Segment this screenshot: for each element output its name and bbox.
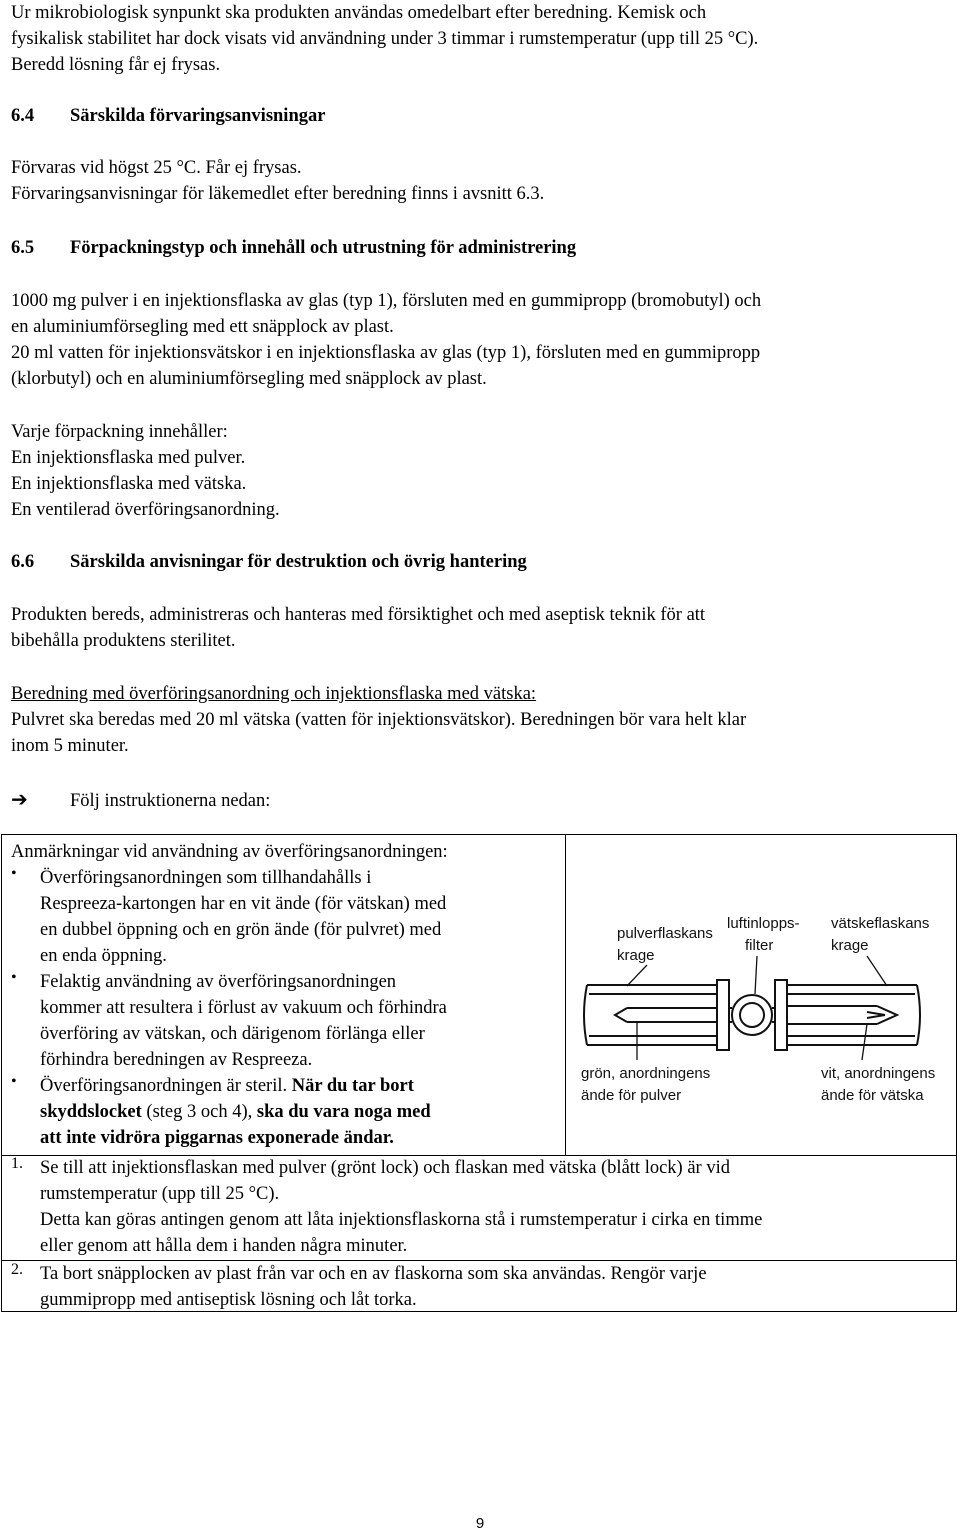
section-6-5-body bbox=[11, 288, 951, 392]
text-line: En injektionsflaska med pulver. bbox=[11, 448, 246, 468]
step-number: 2. bbox=[11, 1261, 23, 1278]
text-line: Pulvret ska beredas med 20 ml vätska (vatten för injektionsvätskor). Beredningen bör vara helt klar bbox=[11, 710, 747, 730]
text-line: Detta kan göras antingen genom att låta injektionsflaskorna stå i rumstemperatur i cirka en timme bbox=[40, 1210, 763, 1230]
label-white-end-2: ände för vätska bbox=[821, 1087, 924, 1104]
bullet-icon: • bbox=[11, 865, 17, 882]
label-powder-collar: pulverflaskans bbox=[617, 925, 713, 942]
package-contents bbox=[11, 419, 951, 523]
label-liquid-collar-2: krage bbox=[831, 937, 869, 954]
section-number: 6.6 bbox=[11, 552, 35, 572]
text-line: Förvaras vid högst 25 °C. Får ej frysas. bbox=[11, 158, 302, 178]
column-divider bbox=[565, 835, 566, 1155]
reconstitution-block bbox=[11, 681, 951, 759]
step-2 bbox=[11, 1261, 941, 1313]
text-line: Ur mikrobiologisk synpunkt ska produkten användas omedelbart efter beredning. Kemisk och bbox=[11, 3, 707, 23]
label-powder-collar-2: krage bbox=[617, 947, 655, 964]
step-1 bbox=[11, 1155, 941, 1259]
instructions-table bbox=[1, 834, 957, 1312]
text-line: (klorbutyl) och en aluminiumförsegling med snäpplock av plast. bbox=[11, 369, 487, 389]
label-green-end-2: ände för pulver bbox=[581, 1087, 682, 1104]
text-line: skyddslocket (steg 3 och 4), ska du vara noga med bbox=[40, 1102, 431, 1122]
follow-instructions bbox=[11, 786, 270, 814]
section-6-4-body bbox=[11, 155, 951, 207]
text-line: inom 5 minuter. bbox=[11, 736, 129, 756]
label-liquid-collar: vätskeflaskans bbox=[831, 915, 930, 932]
text-line: kommer att resultera i förlust av vakuum och förhindra bbox=[40, 998, 447, 1018]
section-title: Särskilda anvisningar för destruktion och övrig hantering bbox=[70, 552, 527, 572]
page-number: 9 bbox=[475, 1515, 485, 1532]
text-line: Felaktig användning av överföringsanordningen bbox=[40, 972, 397, 992]
bullet-icon: • bbox=[11, 1073, 17, 1090]
section-6-5-heading bbox=[11, 235, 576, 261]
section-6-4-heading bbox=[11, 103, 325, 129]
intro-paragraph bbox=[11, 0, 951, 78]
label-green-end: grön, anordningens bbox=[581, 1065, 711, 1082]
text-line: överföring av vätskan, och därigenom förlänga eller bbox=[40, 1024, 425, 1044]
notes-heading: Anmärkningar vid användning av överföringsanordningen: bbox=[11, 842, 448, 862]
section-title: Förpackningstyp och innehåll och utrustning för administrering bbox=[70, 238, 577, 258]
text-line: 20 ml vatten för injektionsvätskor i en injektionsflaska av glas (typ 1), försluten med en gummipropp bbox=[11, 343, 761, 363]
text-line: gummipropp med antiseptisk lösning och låt torka. bbox=[40, 1290, 417, 1310]
section-number: 6.5 bbox=[11, 238, 35, 258]
text-line: en aluminiumförsegling med ett snäpplock av plast. bbox=[11, 317, 394, 337]
text-line: fysikalisk stabilitet har dock visats vid användning under 3 timmar i rumstemperatur (upp till 25 °C). bbox=[11, 29, 759, 49]
text-line: bibehålla produktens sterilitet. bbox=[11, 631, 236, 651]
section-6-6-body bbox=[11, 602, 951, 654]
arrow-right-icon: ➔ bbox=[11, 787, 28, 811]
step-number: 1. bbox=[11, 1155, 23, 1172]
text-line: eller genom att hålla dem i handen några minuter. bbox=[40, 1236, 408, 1256]
text-line: 1000 mg pulver i en injektionsflaska av glas (typ 1), försluten med en gummipropp (bromobutyl) och bbox=[11, 291, 762, 311]
follow-text: Följ instruktionerna nedan: bbox=[70, 791, 271, 811]
text-line: en dubbel öppning och en grön ände (för pulvret) med bbox=[40, 920, 442, 940]
bullet-item bbox=[11, 969, 556, 1073]
text-line: En ventilerad överföringsanordning. bbox=[11, 500, 280, 520]
label-filter: luftinlopps- bbox=[727, 915, 800, 932]
section-title: Särskilda förvaringsanvisningar bbox=[70, 106, 326, 126]
section-6-6-heading bbox=[11, 549, 527, 575]
label-filter-2: filter bbox=[745, 937, 774, 954]
text-line: att inte vidröra piggarnas exponerade ändar. bbox=[40, 1128, 394, 1148]
text-line: Respreeza-kartongen har en vit ände (för vätskan) med bbox=[40, 894, 447, 914]
text-line: Produkten bereds, administreras och hanteras med försiktighet och med aseptisk teknik för att bbox=[11, 605, 706, 625]
text-line: Överföringsanordningen som tillhandahålls i bbox=[40, 868, 372, 888]
bullet-item bbox=[11, 1073, 556, 1151]
label-white-end: vit, anordningens bbox=[821, 1065, 936, 1082]
bullet-item bbox=[11, 865, 556, 969]
text-line: förhindra beredningen av Respreeza. bbox=[40, 1050, 313, 1070]
section-number: 6.4 bbox=[11, 106, 35, 126]
device-drawing bbox=[584, 956, 920, 1060]
bullet-icon: • bbox=[11, 969, 17, 986]
text-line: en enda öppning. bbox=[40, 946, 167, 966]
transfer-device-diagram bbox=[567, 890, 955, 1120]
text-line: Se till att injektionsflaskan med pulver (grönt lock) och flaskan med vätska (blått lock) är vid bbox=[40, 1158, 730, 1178]
subheading: Beredning med överföringsanordning och injektionsflaska med vätska: bbox=[11, 684, 537, 704]
text-line: Varje förpackning innehåller: bbox=[11, 422, 228, 442]
notes-cell bbox=[11, 839, 556, 1151]
text-line: Beredd lösning får ej frysas. bbox=[11, 55, 221, 75]
text-line: Överföringsanordningen är steril. När du tar bort bbox=[40, 1076, 414, 1096]
text-line: rumstemperatur (upp till 25 °C). bbox=[40, 1184, 280, 1204]
text-line: Förvaringsanvisningar för läkemedlet efter beredning finns i avsnitt 6.3. bbox=[11, 184, 545, 204]
text-line: En injektionsflaska med vätska. bbox=[11, 474, 247, 494]
text-line: Ta bort snäpplocken av plast från var och en av flaskorna som ska användas. Rengör varje bbox=[40, 1264, 707, 1284]
